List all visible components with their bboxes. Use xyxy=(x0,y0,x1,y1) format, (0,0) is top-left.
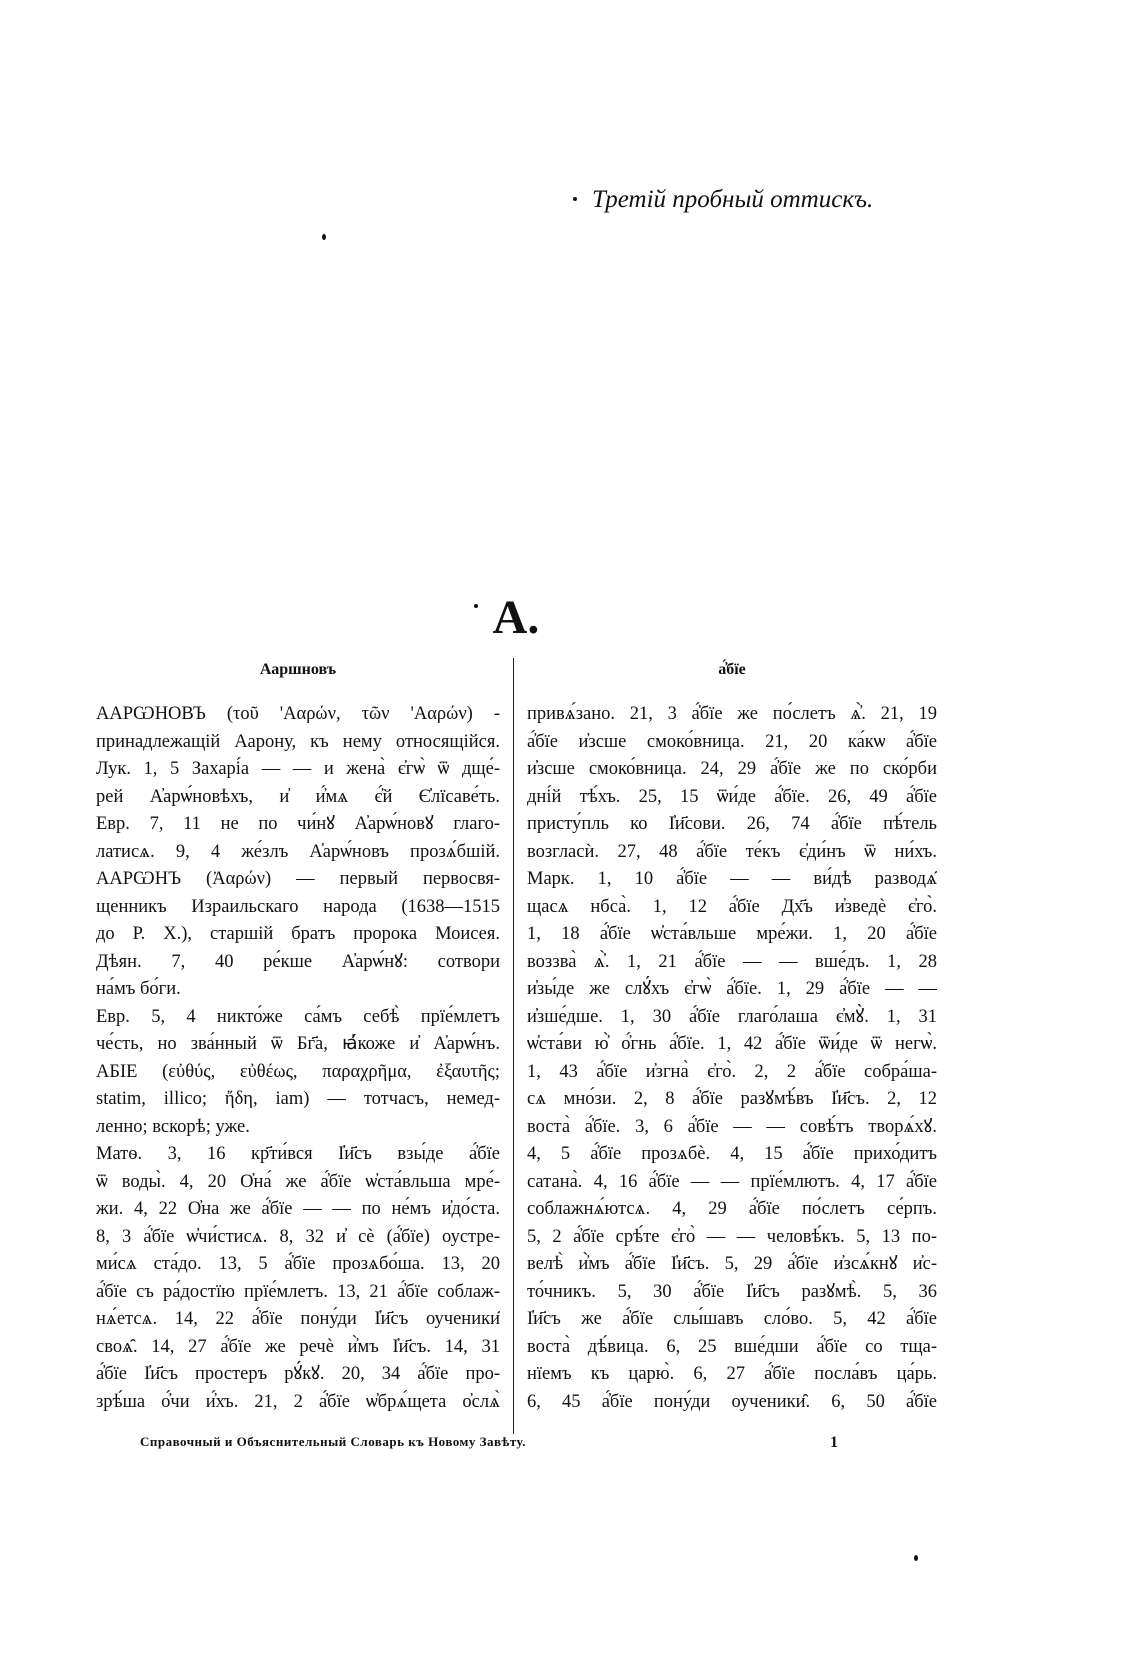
text-line: соблажнѧ́ютсѧ. 4, 29 а҆́бїе по́слетъ се́рпъ. xyxy=(527,1199,937,1219)
text-line: на́мъ бо́ги. xyxy=(96,979,181,999)
text-line: а҆́бїе и҆зсше смоко́вница. 21, 20 ка́кѡ а҆́бїе xyxy=(527,731,937,752)
text-line: воста̀ а҆́бїе. 3, 6 а҆́бїе — — совѣ́тъ творѧ́хꙋ. xyxy=(527,1116,937,1137)
proof-label: Третій пробный оттискъ. xyxy=(592,186,874,213)
column-divider xyxy=(513,658,514,1434)
text-line: сѧ мно́зи. 2, 8 а҆́бїе разꙋмѣ́въ І҆и҃съ. 2, 12 xyxy=(527,1089,937,1109)
text-line: ѿ воды̀. 4, 20 О҆на́ же а҆́бїе ѡ҆ста́вльша мре́- xyxy=(96,1171,500,1192)
text-line: нїемъ къ царю̀. 6, 27 а҆́бїе посла́въ ца́рь. xyxy=(527,1364,937,1384)
column-head: а҆́бїе xyxy=(718,661,746,678)
speck-mark xyxy=(573,197,577,201)
text-line: латисѧ. 9, 4 же́злъ А҆арѡ́новъ прозѧ́бшій. xyxy=(96,841,500,862)
text-line: ленно; вскорѣ; уже. xyxy=(96,1116,250,1137)
text-line: Дѣян. 7, 40 ре́кше А҆арѡ́нꙋ: сотвори xyxy=(96,951,500,972)
text-line: нѧ́етсѧ. 14, 22 а҆́бїе пону́ди І҆и҃съ оученики̑ xyxy=(96,1309,500,1329)
text-line: воста̀ дѣ́вица. 6, 25 вше́дши а҆́бїе со тща- xyxy=(527,1336,937,1357)
text-line: АБІЕ (εὐθύς, εὐθέως, παραχρῆμα, ἐξαυτῆς; xyxy=(96,1061,500,1082)
text-line: Лук. 1, 5 Захарі́а — — и жена̀ є҆гѡ̀ ѿ дще́- xyxy=(96,759,500,779)
text-line: до Р. Х.), старшій братъ пророка Моисея. xyxy=(96,924,500,944)
text-line: ААРѠНЪ (Ἀαρών) — первый первосвя- xyxy=(96,869,500,889)
text-line: 5, 2 а҆́бїе срѣ́те є҆го̀ — — человѣ́къ. 5, 13 по- xyxy=(527,1226,937,1247)
text-line: своѧ̑. 14, 27 а҆́бїе же речѐ и҆̀мъ І҆и҃съ. 14, 31 xyxy=(96,1336,500,1357)
text-line: щасѧ нбса̀. 1, 12 а҆́бїе Дх҃ъ и҆зведѐ є҆го̀. xyxy=(527,896,937,917)
page-number: 1 xyxy=(830,1434,839,1451)
section-letter: А. xyxy=(492,591,540,644)
text-line: 1, 18 а҆́бїе ѡ҆ста́вльше мре́жи. 1, 20 а҆́бїе xyxy=(527,924,937,944)
text-line: привѧ́зано. 21, 3 а҆́бїе же по́слетъ ѧ҆̀. 21, 19 xyxy=(527,704,937,724)
text-line: жи. 4, 22 О҆на же а҆́бїе — — по не́мъ и҆до́ста. xyxy=(96,1199,500,1219)
text-line: возгласѝ. 27, 48 а҆́бїе те́къ є҆ди́нъ ѿ ни́хъ. xyxy=(527,841,937,862)
speck-mark xyxy=(914,1555,918,1561)
text-line: а҆́бїе съ ра́достїю прїе́млетъ. 13, 21 а҆́бїе соблаж- xyxy=(96,1281,500,1302)
text-line: ѡ҆ста́ви ю҆̀ о҆́гнь а҆́бїе. 1, 42 а҆́бїе ѿи́де ѿ негѡ̀. xyxy=(527,1034,937,1054)
footer-title: Справочный и Объяснительный Словарь къ Новому Завѣту. xyxy=(140,1434,526,1449)
text-line: а҆́бїе І҆и҃съ простеръ рꙋ́кꙋ. 20, 34 а҆́бїе про- xyxy=(96,1364,500,1384)
text-line: Марк. 1, 10 а҆́бїе — — ви́дѣ разводѧ̑ xyxy=(527,869,937,889)
text-line: и҆зсше смоко́вница. 24, 29 а҆́бїе же по ско́рби xyxy=(527,759,937,779)
text-line: принадлежащій Аарону, къ нему относящійся. xyxy=(96,731,500,752)
left-column xyxy=(96,655,500,1416)
text-line: Евр. 7, 11 не по чи́нꙋ А҆арѡ́новꙋ глаго- xyxy=(96,814,500,834)
text-line: то́чникъ. 5, 30 а҆́бїе І҆и҃съ разꙋмѣ̀. 5, 36 xyxy=(527,1281,937,1302)
text-line: statim, illico; ἤδη, iam) — тотчасъ, немед- xyxy=(96,1089,500,1109)
text-line: дні́й тѣ́хъ. 25, 15 ѿи́де а҆́бїе. 26, 49 а҆́бїе xyxy=(527,786,937,807)
text-line: велѣ̀ и҆̀мъ а҆́бїе І҆и҃съ. 5, 29 а҆́бїе и҆зсѧ́кнꙋ и҆с- xyxy=(527,1254,937,1274)
column-head: Ааршновъ xyxy=(259,661,337,678)
text-line: 6, 45 а҆́бїе пону́ди оученики̑. 6, 50 а҆́бїе xyxy=(527,1391,937,1412)
speck-mark xyxy=(322,234,326,240)
text-line: и҆зше́дше. 1, 30 а҆́бїе глаго́лаша є҆мꙋ̀. 1, 31 xyxy=(527,1006,937,1027)
text-line: щенникъ Израильскаго народа (1638—1515 xyxy=(96,896,500,917)
text-line: 4, 5 а҆́бїе прозѧбѐ. 4, 15 а҆́бїе прихо́дитъ xyxy=(527,1144,937,1164)
text-line: че́сть, но зва́нный ѿ Бг҃а, ꙗ҆́коже и҆ А҆арѡ́нъ. xyxy=(96,1034,500,1054)
text-line: І҆и҃съ же а҆́бїе слы́шавъ сло́во. 5, 42 а҆́бїе xyxy=(527,1309,937,1329)
text-line: и҆зы́де же слꙋ́хъ є҆гѡ̀ а҆́бїе. 1, 29 а҆́бїе — — xyxy=(527,979,937,999)
text-line: присту́пль ко І҆и҃сови. 26, 74 а҆́бїе пѣ́тель xyxy=(527,814,937,834)
text-line: 1, 43 а҆́бїе и҆згна̀ є҆го̀. 2, 2 а҆́бїе собра́ша- xyxy=(527,1061,937,1082)
text-line: рей А҆арѡ́новѣхъ, и҆ и҆́мѧ є҆́й Є҆лїсаве́ть. xyxy=(96,786,500,807)
text-line: зрѣ́ша о҆́чи и҆́хъ. 21, 2 а҆́бїе ѡ҆брѧ́щета о҆слѧ̀ xyxy=(96,1391,500,1412)
text-line: ми́сѧ ста́до. 13, 5 а҆́бїе прозѧбо́ша. 13, 20 xyxy=(96,1254,500,1274)
text-line: сатана̀. 4, 16 а҆́бїе — — прїе́млютъ. 4, 17 а҆́бїе xyxy=(527,1171,937,1192)
text-line: ААРѠНОВЪ (τοῦ 'Ααρών, τῶν 'Ααρών) - xyxy=(96,704,500,724)
text-line: 8, 3 а҆́бїе ѡ҆чи́стисѧ. 8, 32 и҆ сѐ (а҆́бїе) оустре- xyxy=(96,1226,500,1247)
right-column xyxy=(527,655,937,1416)
speck-mark xyxy=(474,604,478,608)
text-line: Матѳ. 3, 16 кр҃ти́вся І҆и҃съ взы́де а҆́бїе xyxy=(96,1144,500,1164)
text-line: Евр. 5, 4 никто́же са́мъ себѣ̀ прїе́млетъ xyxy=(96,1006,500,1027)
text-line: воззва̀ ѧ҆̀. 1, 21 а҆́бїе — — вше́дъ. 1, 28 xyxy=(527,951,937,972)
